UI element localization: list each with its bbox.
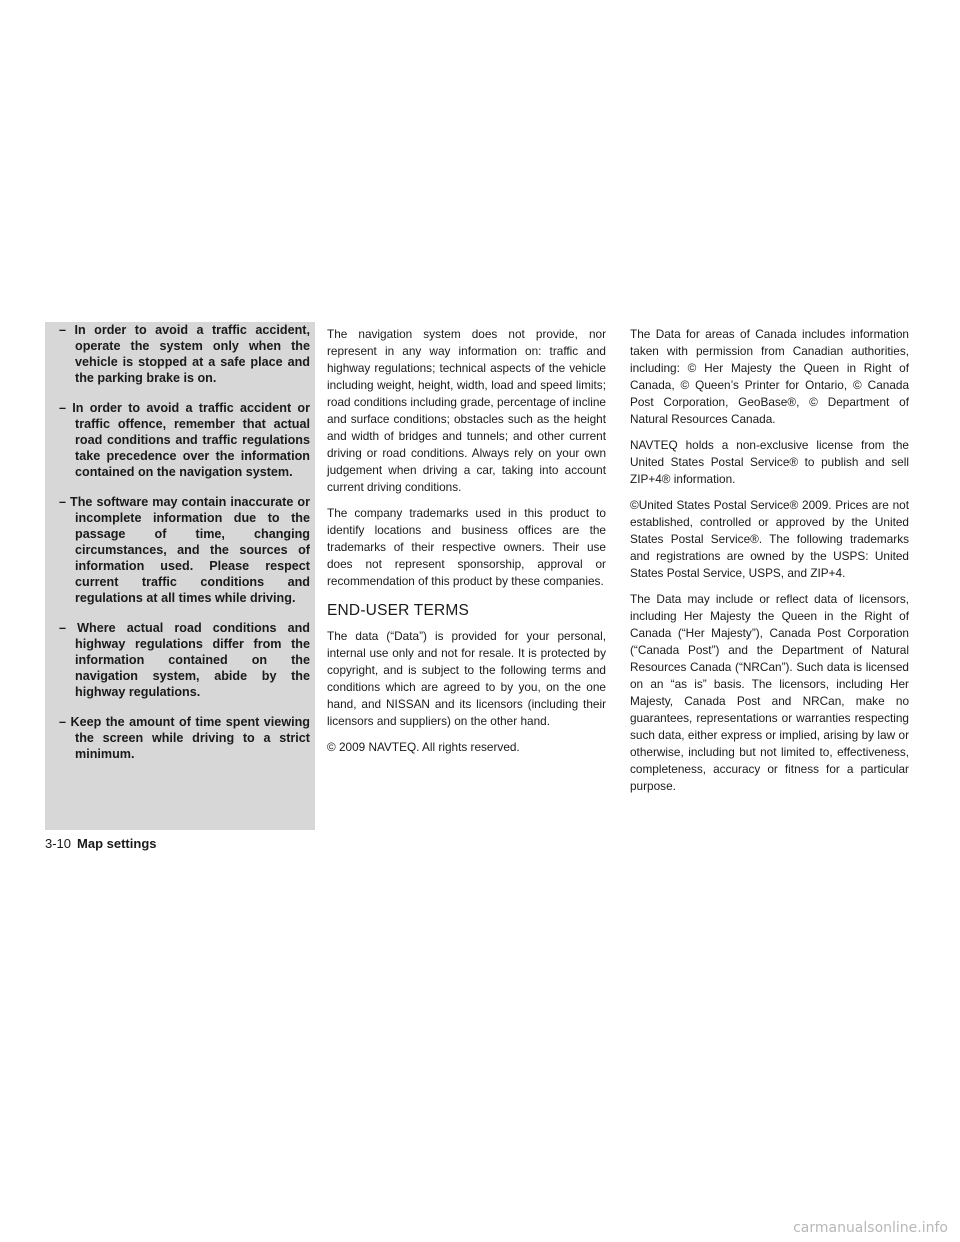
warning-item: – Keep the amount of time spent viewing the screen while driving to a strict minimum. <box>59 715 310 761</box>
paragraph: The navigation system does not provide, nor represent in any way information on: traffic and highway regulations; technical aspects of the vehicle including weight, height, width, load and speed limits; road conditions including grade, percentage of incline and surface conditions; obstacles such as the height and width of bridges and tunnels; and other current driving or road conditions. Always rely on your own judgement when driving a car, taking into account current driving conditions. <box>327 327 606 494</box>
watermark: carmanualsonline.info <box>793 1220 948 1236</box>
paragraph: The company trademarks used in this product to identify locations and business offices are the trademarks of their respective owners. Their use does not represent sponsorship, approval or recommendation of this product by these companies. <box>327 506 606 588</box>
paragraph: The data (“Data”) is provided for your personal, internal use only and not for resale. It is protected by copyright, and is subject to the following terms and conditions which are agreed to by you, on the one hand, and NISSAN and its licensors (including their licensors and suppliers) on the other hand. <box>327 629 606 728</box>
paragraph: © 2009 NAVTEQ. All rights reserved. <box>327 740 520 754</box>
paragraph: The Data for areas of Canada includes information taken with permission from Canadian authorities, including: © Her Majesty the Queen in Right of Canada, © Queen’s Printer for Ontario, © Canada Post Corporation, GeoBase®, © Department of Natural Resources Canada. <box>630 327 909 426</box>
warning-item: – In order to avoid a traffic accident, operate the system only when the vehicle is stopped at a safe place and the parking brake is on. <box>59 323 310 385</box>
warning-list <box>45 322 310 762</box>
text-column-middle <box>327 326 606 765</box>
warning-item: – The software may contain inaccurate or incomplete information due to the passage of time, changing circumstances, and the sources of information used. Please respect current traffic conditions and regulations at all times while driving. <box>59 495 310 605</box>
paragraph: NAVTEQ holds a non-exclusive license from the United States Postal Service® to publish and sell ZIP+4® information. <box>630 438 909 486</box>
page-number: 3-10 <box>45 836 72 851</box>
warning-item: – In order to avoid a traffic accident or traffic offence, remember that actual road conditions and traffic regulations take precedence over the information contained on the navigation system. <box>59 401 310 479</box>
warning-box <box>45 322 315 830</box>
section-heading: END-USER TERMS <box>327 602 470 619</box>
warning-item: – Where actual road conditions and highway regulations differ from the information contained on the navigation system, abide by the highway regulations. <box>59 621 310 699</box>
text-column-right <box>630 326 909 804</box>
paragraph: ©United States Postal Service® 2009. Prices are not established, controlled or approved by the United States Postal Service®. The following trademarks and registrations are owned by the USPS: United States Postal Service, USPS, and ZIP+4. <box>630 498 909 580</box>
page-footer <box>45 836 157 852</box>
section-title: Map settings <box>77 836 157 851</box>
paragraph: The Data may include or reflect data of licensors, including Her Majesty the Queen in the Right of Canada (“Her Majesty”), Canada Post Corporation (“Canada Post”) and the Department of Natural Resources Canada (“NRCan”). Such data is licensed on an “as is” basis. The licensors, including Her Majesty, Canada Post and NRCan, make no guarantees, representations or warranties respecting such data, either express or implied, arising by law or otherwise, including but not limited to, effectiveness, completeness, accuracy or fitness for a particular purpose. <box>630 592 909 793</box>
